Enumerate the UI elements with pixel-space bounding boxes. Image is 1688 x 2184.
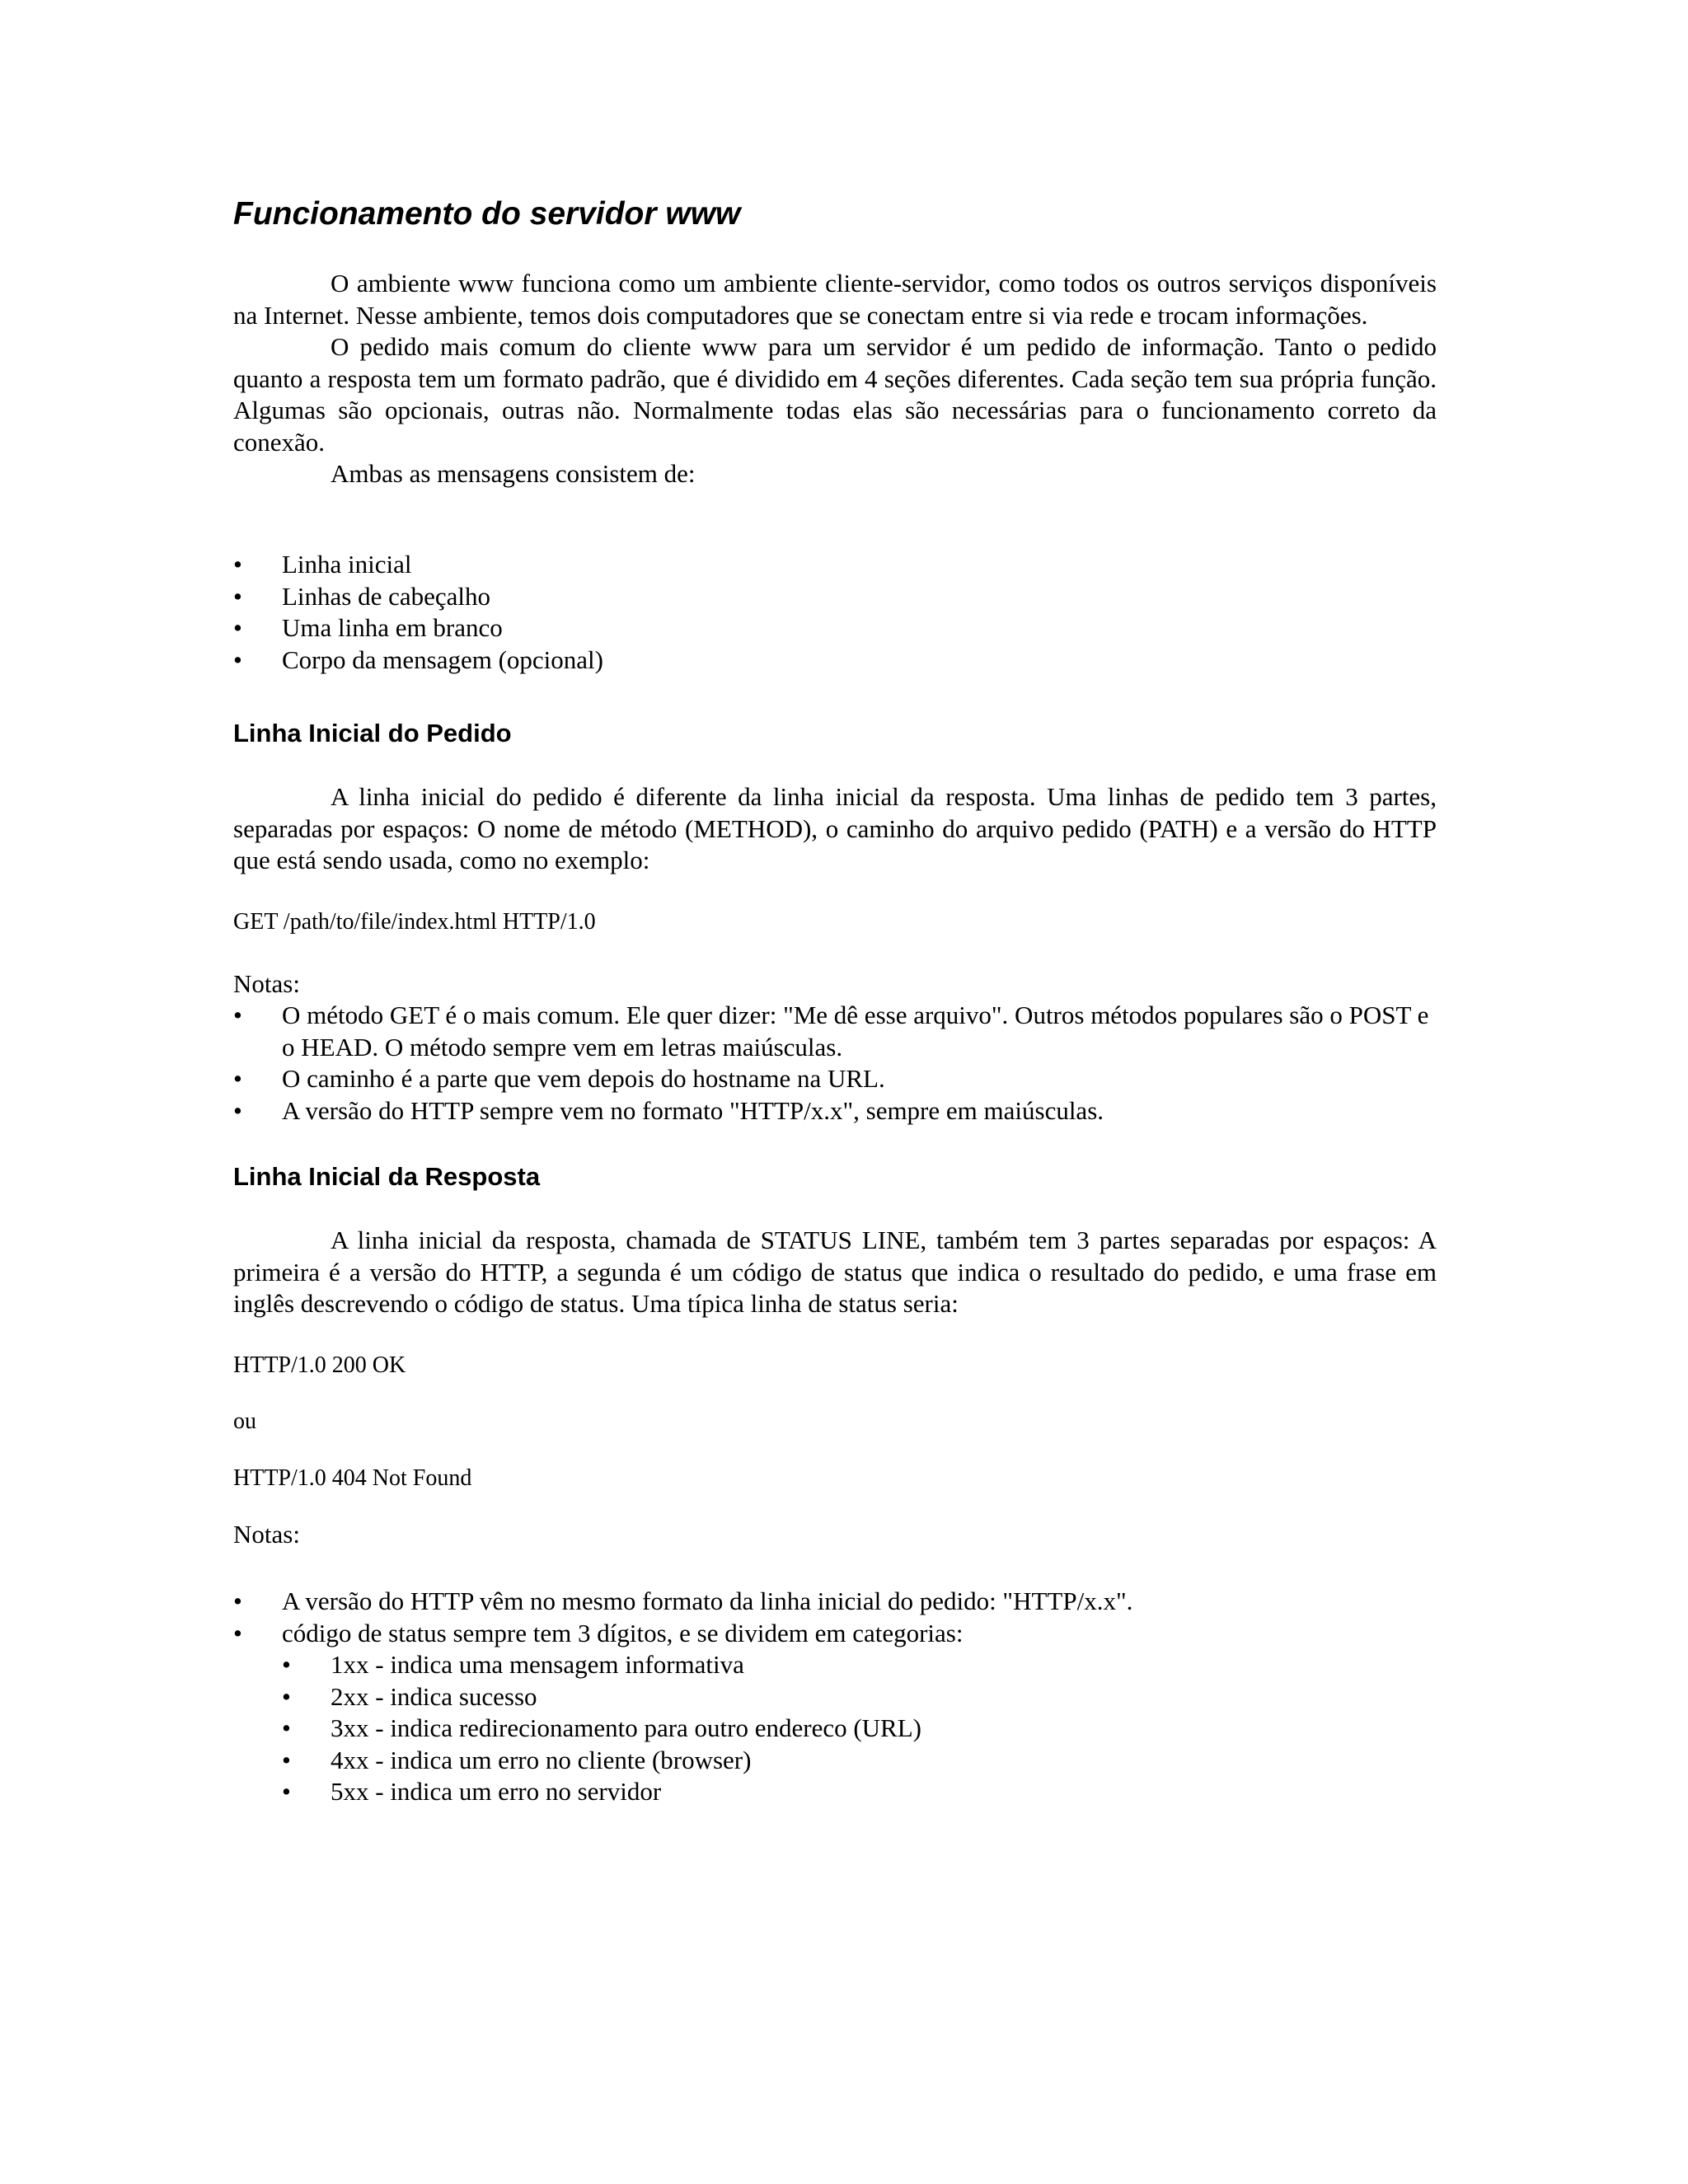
bullet-icon: • <box>282 1745 291 1774</box>
bullet-icon: • <box>233 1586 242 1615</box>
response-or: ou <box>233 1408 256 1434</box>
request-notes-list <box>233 1000 1437 1127</box>
section-heading-response: Linha Inicial da Resposta <box>233 1162 541 1191</box>
request-notes-label: Notas: <box>233 969 300 998</box>
list-item: • 1xx - indica uma mensagem informativa <box>233 1649 1437 1681</box>
list-item: • Uma linha em branco <box>233 612 1437 644</box>
list-item: • 3xx - indica redirecionamento para outro endereco (URL) <box>233 1713 1437 1745</box>
status-categories-list <box>233 1649 1437 1808</box>
list-item: • 5xx - indica um erro no servidor <box>233 1776 1437 1808</box>
bullet-icon: • <box>282 1713 291 1742</box>
intro-section <box>233 268 1437 490</box>
response-example-ok: HTTP/1.0 200 OK <box>233 1352 406 1378</box>
bullet-icon: • <box>233 1618 242 1647</box>
list-item: • Corpo da mensagem (opcional) <box>233 644 1437 677</box>
intro-paragraph-2: O pedido mais comum do cliente www para um servidor é um pedido de informação. Tanto o pedido quanto a resposta tem um formato padrão, que é dividido em 4 seções diferentes. Cada seção tem sua própria função. Algumas são opcionais, outras não. Normalmente todas elas são necessárias para o funcionamento correto da conexão. <box>233 332 1437 457</box>
section-heading-request: Linha Inicial do Pedido <box>233 719 512 748</box>
list-item: • A versão do HTTP vêm no mesmo formato da linha inicial do pedido: "HTTP/x.x". <box>233 1586 1437 1618</box>
page-title: Funcionamento do servidor www <box>233 196 741 232</box>
list-item: • 4xx - indica um erro no cliente (browser) <box>233 1745 1437 1777</box>
response-section <box>233 1225 1437 1320</box>
list-item: • 2xx - indica sucesso <box>233 1681 1437 1713</box>
bullet-icon: • <box>282 1777 291 1806</box>
list-item: • código de status sempre tem 3 dígitos, e se dividem em categorias: <box>233 1618 1437 1650</box>
request-example: GET /path/to/file/index.html HTTP/1.0 <box>233 909 596 935</box>
bullet-icon: • <box>233 1095 242 1125</box>
bullet-icon: • <box>233 644 242 674</box>
bullet-icon: • <box>282 1650 291 1679</box>
list-item: • O caminho é a parte que vem depois do hostname na URL. <box>233 1063 1437 1095</box>
list-item: • A versão do HTTP sempre vem no formato "HTTP/x.x", sempre em maiúsculas. <box>233 1095 1437 1127</box>
response-notes-list <box>233 1586 1437 1808</box>
list-item: • O método GET é o mais comum. Ele quer dizer: "Me dê esse arquivo". Outros métodos populares são o POST e o HEAD. O método sempre vem em letras maiúsculas. <box>233 1001 1429 1062</box>
list-item: • Linha inicial <box>233 549 1437 581</box>
bullet-icon: • <box>233 1001 242 1029</box>
request-section <box>233 781 1437 877</box>
response-notes-label: Notas: <box>233 1520 300 1549</box>
list-item: • Linhas de cabeçalho <box>233 581 1437 613</box>
bullet-icon: • <box>282 1681 291 1711</box>
bullet-icon: • <box>233 581 242 611</box>
intro-paragraph-1: O ambiente www funciona como um ambiente cliente-servidor, como todos os outros serviços disponíveis na Internet. Nesse ambiente, temos dois computadores que se conectam entre si via rede e trocam informações. <box>233 269 1437 330</box>
response-example-not-found: HTTP/1.0 404 Not Found <box>233 1465 472 1491</box>
request-paragraph: A linha inicial do pedido é diferente da linha inicial da resposta. Uma linhas de pedido tem 3 partes, separadas por espaços: O nome de método (METHOD), o caminho do arquivo pedido (PATH) e a versão do HTTP que está sendo usada, como no exemplo: <box>233 782 1437 874</box>
bullet-icon: • <box>233 613 242 642</box>
bullet-icon: • <box>233 550 242 579</box>
bullet-icon: • <box>233 1064 242 1093</box>
intro-paragraph-3: Ambas as mensagens consistem de: <box>331 459 696 488</box>
message-parts-list <box>233 549 1437 676</box>
response-paragraph: A linha inicial da resposta, chamada de STATUS LINE, também tem 3 partes separadas por espaços: A primeira é a versão do HTTP, a segunda é um código de status que indica o resultado do pedido, e uma frase em inglês descrevendo o código de status. Uma típica linha de status seria: <box>233 1226 1437 1318</box>
